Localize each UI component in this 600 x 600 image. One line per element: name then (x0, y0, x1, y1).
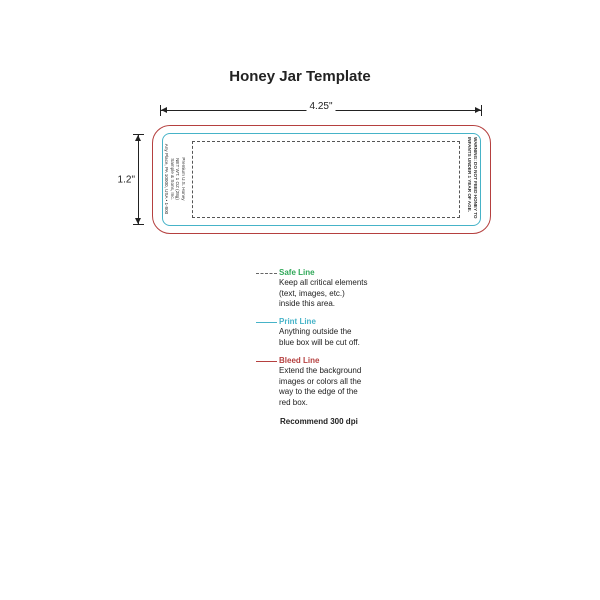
legend-description-line: images or colors all the (279, 376, 362, 386)
legend-description-line: blue box will be cut off. (279, 337, 360, 347)
arrow-left-icon (161, 107, 167, 113)
legend-description-line: Anything outside the (279, 327, 352, 336)
label-warning-line: INFANTS UNDER 1 YEAR OF AGE. (467, 137, 472, 213)
safe-line-swatch (256, 273, 277, 274)
legend-description-line: inside this area. (279, 299, 336, 308)
bleed-line-swatch (256, 361, 277, 362)
label-warning-text (462, 137, 482, 221)
resolution-note: Recommend 300 dpi (280, 417, 358, 426)
legend-description (279, 278, 389, 310)
legend-description-line: way to the edge of the (279, 387, 358, 396)
width-dimension (160, 101, 482, 112)
legend-description-line: Extend the background (279, 366, 362, 375)
arrow-up-icon (135, 135, 141, 141)
label-left-line: Any Place, PA 10000, USA • 1-800 (164, 143, 170, 215)
label-left-line: NET WT. 1 OZ (28g) (175, 158, 181, 200)
legend-description-line: Keep all critical elements (279, 278, 368, 287)
print-line-swatch (256, 322, 277, 323)
label-left-line: Sample & Sons, Inc. (170, 158, 175, 200)
legend-heading: Safe Line (279, 268, 315, 277)
width-label: 4.25" (306, 101, 335, 113)
legend-description (279, 366, 389, 408)
height-tick-bottom (133, 224, 144, 225)
legend-description-line: red box. (279, 397, 308, 407)
label-warning-line: WARNING: DO NOT FEED HONEY TO (472, 137, 478, 219)
label-left-text (164, 137, 186, 221)
label-left-line: Premium U.S. Honey (181, 157, 186, 201)
safe-line-box (192, 141, 460, 218)
legend-description-line: (text, images, etc.) (279, 288, 345, 298)
legend-heading: Bleed Line (279, 356, 320, 365)
page-title: Honey Jar Template (229, 68, 371, 85)
width-tick-right (481, 105, 482, 116)
height-label: 1.2" (117, 174, 135, 185)
legend-heading: Print Line (279, 317, 316, 326)
height-dimension (117, 134, 139, 225)
legend-description (279, 327, 389, 348)
